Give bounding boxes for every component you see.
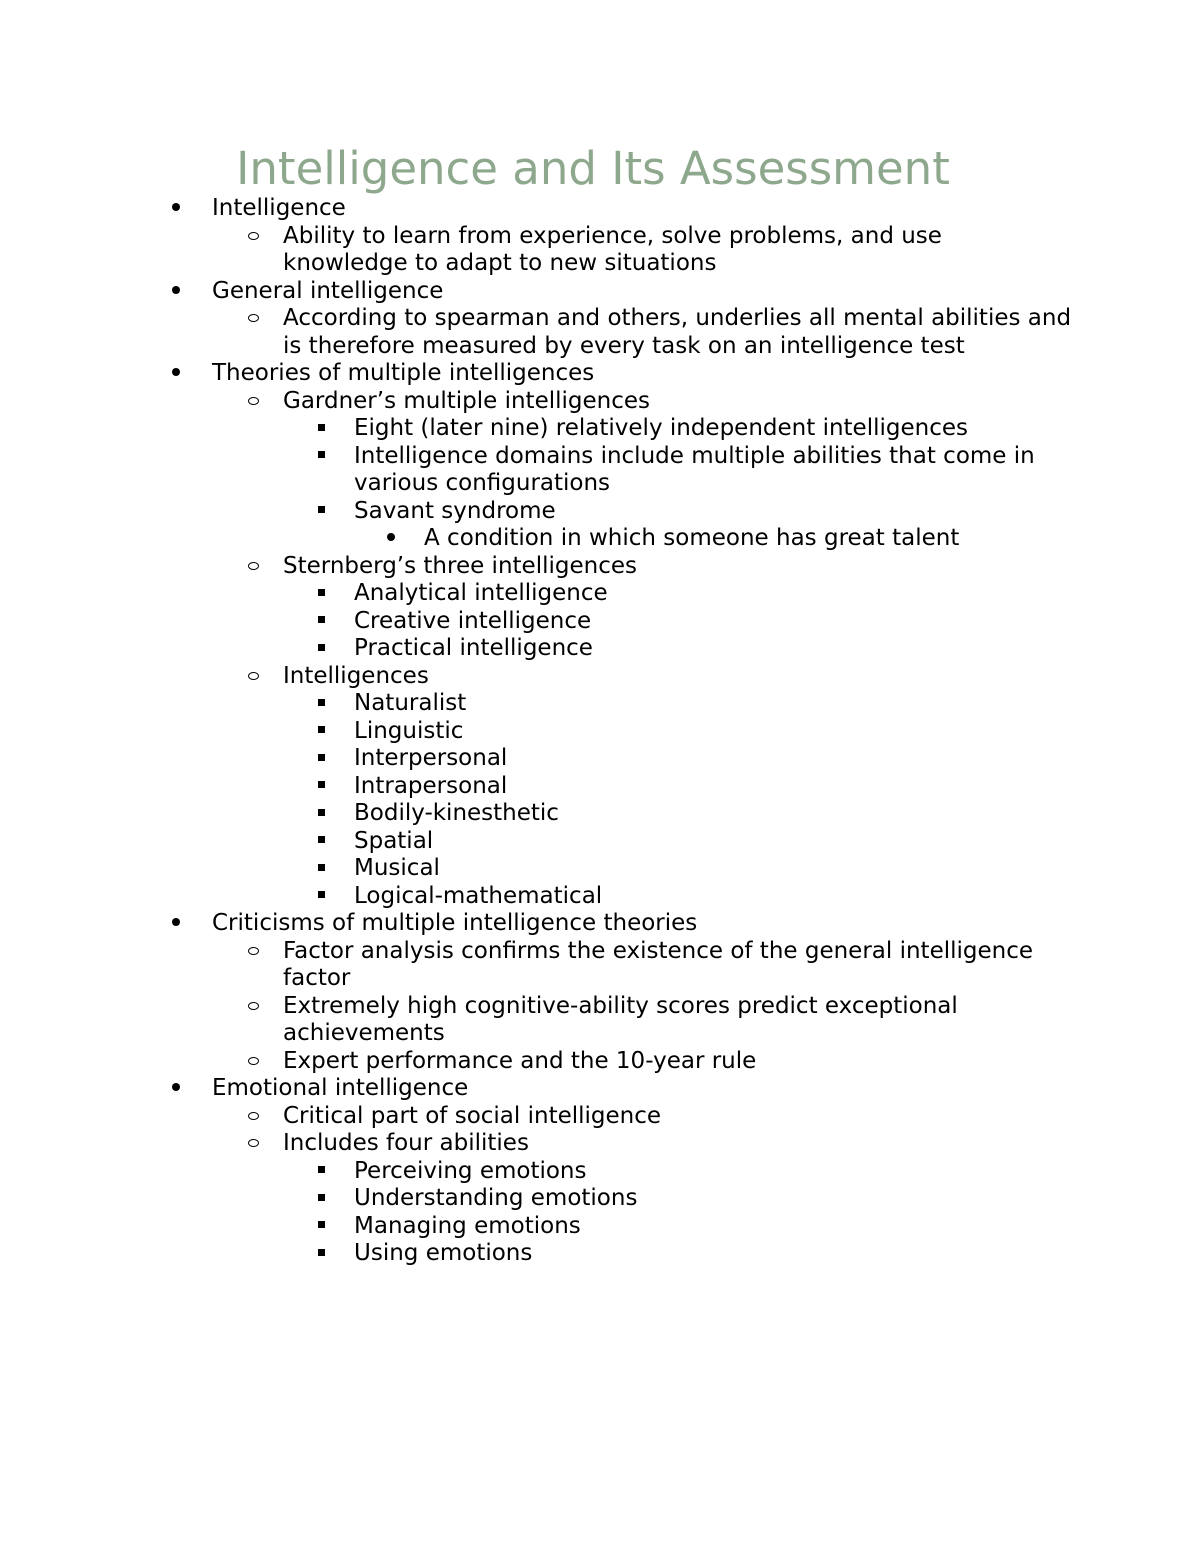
outline-item-text: Practical intelligence [354, 635, 593, 661]
outline-item-level-2 [283, 1130, 1073, 1158]
bullet-circle-icon [248, 388, 268, 416]
bullet-square-icon [318, 800, 338, 828]
bullet-dot-icon [172, 910, 192, 938]
outline-item-level-3 [354, 498, 1074, 526]
bullet-circle-icon [248, 938, 268, 966]
bullet-square-icon [318, 415, 338, 443]
outline-item-level-2 [283, 388, 1073, 416]
outline-item-level-3 [354, 415, 1074, 443]
bullet-dot-icon [172, 1075, 192, 1103]
outline-item-text: Logical-mathematical [354, 882, 603, 909]
outline-item-level-2 [283, 223, 1073, 278]
outline-item-text: Spatial [354, 827, 434, 854]
bullet-circle-icon [248, 223, 268, 251]
outline-item-level-3 [354, 580, 1074, 608]
outline-item-text: Perceiving emotions [354, 1157, 587, 1184]
outline-item-text: Using emotions [354, 1240, 533, 1266]
outline-item-level-2 [283, 305, 1073, 360]
outline-item-text: Analytical intelligence [354, 580, 608, 606]
document-title: Intelligence and Its Assessment [236, 142, 950, 195]
outline-item-level-3 [354, 718, 1074, 746]
outline-item-text: Gardner’s multiple intelligences [283, 387, 651, 414]
outline-item-level-4 [424, 525, 1084, 553]
outline-item-level-3 [354, 828, 1074, 856]
outline-item-level-3 [354, 608, 1074, 636]
outline-item-level-3 [354, 745, 1074, 773]
outline-item-text: Intelligences [283, 662, 429, 689]
bullet-circle-icon [248, 553, 268, 581]
outline-item-level-1 [212, 278, 1072, 306]
outline-item-level-3 [354, 443, 1074, 498]
outline-item-text: Understanding emotions [354, 1185, 638, 1211]
bullet-circle-icon [248, 305, 268, 333]
outline-item-level-1 [212, 195, 1072, 223]
bullet-circle-icon [248, 663, 268, 691]
outline-item-text: Extremely high cognitive-ability scores predict exceptional achievements [283, 992, 958, 1046]
bullet-square-icon [318, 718, 338, 746]
outline-item-level-2 [283, 1048, 1073, 1076]
bullet-dot-icon [387, 525, 407, 553]
outline-item-level-2 [283, 553, 1073, 581]
outline-item-text: Interpersonal [354, 745, 508, 771]
outline-item-text: Criticisms of multiple intelligence theories [212, 910, 698, 936]
bullet-circle-icon [248, 1130, 268, 1158]
outline-item-level-3 [354, 1185, 1074, 1213]
outline-item-level-3 [354, 773, 1074, 801]
bullet-square-icon [318, 1240, 338, 1268]
bullet-square-icon [318, 690, 338, 718]
outline-item-text: Sternberg’s three intelligences [283, 552, 637, 579]
outline-item-level-2 [283, 938, 1073, 993]
outline-item-level-3 [354, 690, 1074, 718]
bullet-square-icon [318, 745, 338, 773]
outline-item-text: Intelligence domains include multiple abilities that come in various configurations [354, 442, 1035, 496]
bullet-square-icon [318, 1185, 338, 1213]
outline-item-text: Eight (later nine) relatively independent intelligences [354, 415, 968, 441]
outline-list [0, 195, 1200, 1268]
outline-item-level-3 [354, 635, 1074, 663]
outline-item-level-1 [212, 1075, 1072, 1103]
bullet-dot-icon [172, 360, 192, 388]
bullet-square-icon [318, 828, 338, 856]
outline-item-text: Musical [354, 855, 440, 881]
outline-item-level-3 [354, 1213, 1074, 1241]
bullet-circle-icon [248, 1103, 268, 1131]
outline-item-text: Intrapersonal [354, 772, 508, 799]
bullet-dot-icon [172, 278, 192, 306]
outline-item-text: According to spearman and others, underlies all mental abilities and is therefore measured by every task on an intelligence test [283, 305, 1072, 359]
outline-item-level-3 [354, 1158, 1074, 1186]
outline-item-text: Creative intelligence [354, 607, 592, 634]
bullet-square-icon [318, 608, 338, 636]
bullet-square-icon [318, 883, 338, 911]
bullet-square-icon [318, 635, 338, 663]
outline-item-level-3 [354, 800, 1074, 828]
bullet-square-icon [318, 855, 338, 883]
outline-item-text: Savant syndrome [354, 497, 556, 524]
outline-item-level-2 [283, 663, 1073, 691]
outline-item-level-2 [283, 1103, 1073, 1131]
outline-item-level-2 [283, 993, 1073, 1048]
outline-item-level-1 [212, 910, 1072, 938]
bullet-circle-icon [248, 1048, 268, 1076]
outline-item-text: Factor analysis confirms the existence of the general intelligence factor [283, 937, 1034, 991]
bullet-square-icon [318, 1213, 338, 1241]
bullet-dot-icon [172, 195, 192, 223]
bullet-square-icon [318, 580, 338, 608]
outline-item-text: Expert performance and the 10-year rule [283, 1047, 757, 1074]
outline-item-text: Bodily-kinesthetic [354, 800, 559, 826]
outline-item-text: Critical part of social intelligence [283, 1102, 662, 1129]
outline-item-level-3 [354, 1240, 1074, 1268]
bullet-square-icon [318, 498, 338, 526]
outline-item-text: Managing emotions [354, 1212, 581, 1239]
outline-item-text: Includes four abilities [283, 1130, 529, 1156]
outline-item-text: Ability to learn from experience, solve problems, and use knowledge to adapt to new situations [283, 222, 942, 276]
outline-item-text: Intelligence [212, 195, 346, 221]
outline-item-level-3 [354, 855, 1074, 883]
outline-item-level-1 [212, 360, 1072, 388]
outline-item-text: General intelligence [212, 277, 444, 304]
outline-item-text: Linguistic [354, 717, 464, 744]
outline-item-text: Naturalist [354, 690, 467, 716]
outline-item-level-3 [354, 883, 1074, 911]
bullet-square-icon [318, 773, 338, 801]
outline-item-text: Emotional intelligence [212, 1075, 469, 1101]
outline-item-text: Theories of multiple intelligences [212, 360, 595, 386]
bullet-square-icon [318, 1158, 338, 1186]
bullet-circle-icon [248, 993, 268, 1021]
outline-item-text: A condition in which someone has great talent [424, 525, 960, 551]
bullet-square-icon [318, 443, 338, 471]
